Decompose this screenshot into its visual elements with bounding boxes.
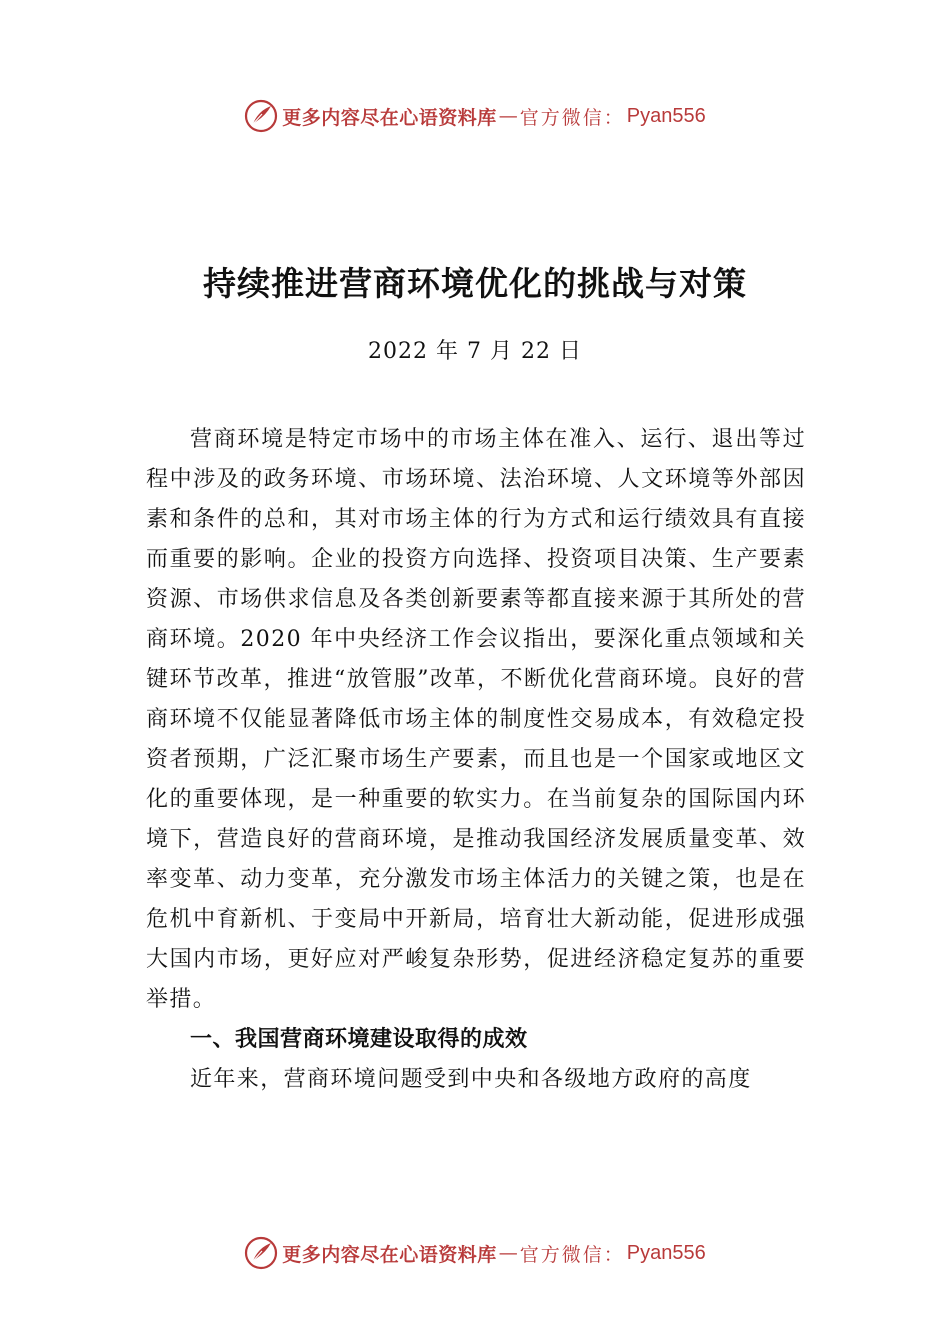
quill-logo-icon bbox=[244, 1236, 278, 1270]
section-heading-1: 一、我国营商环境建设取得的成效 bbox=[190, 1027, 528, 1052]
banner-dash: — bbox=[498, 105, 518, 127]
paragraph-1: 营商环境是特定市场中的市场主体在准入、运行、退出等过程中涉及的政务环境、市场环境、法治环境、人文环境等外部因素和条件的总和，其对市场主体的行为方式和运行绩效具有直接而重要的影响。企业的投资方向选择、投资项目决策、生产要素资源、市场供求信息及各类创新要素等都直接来源于其所处的营商环境。2020 年中央经济工作会议指出，要深化重点领域和关键环节改革，推进“放管服”改革，不断优化营商环境。良好的营商环境不仅能显著降低市场主体的制度性交易成本，有效稳定投资者预期，广泛汇聚市场生产要素，而且也是一个国家或地区文化的重要体现，是一种重要的软实力。在当前复杂的国际国内环境下，营造良好的营商环境，是推动我国经济发展质量变革、效率变革、动力变革，充分激发市场主体活力的关键之策，也是在危机中育新机、于变局中开新局，培育壮大新动能，促进形成强大国内市场，更好应对严峻复杂形势，促进经济稳定复苏的重要举措。 bbox=[146, 427, 806, 1012]
document-title: 持续推进营商环境优化的挑战与对策 bbox=[203, 264, 747, 303]
promo-text: 更多内容尽在心语资料库 bbox=[282, 1243, 497, 1266]
document-date: 2022 年 7 月 22 日 bbox=[368, 339, 582, 364]
banner-dash: — bbox=[498, 1242, 518, 1264]
footer-banner bbox=[0, 1233, 950, 1273]
wechat-id: Pyan556 bbox=[626, 104, 706, 127]
wechat-id: Pyan556 bbox=[626, 1241, 706, 1264]
wechat-label: 官方微信： bbox=[519, 106, 625, 129]
wechat-label: 官方微信： bbox=[519, 1243, 625, 1266]
paragraph-2: 近年来，营商环境问题受到中央和各级地方政府的高度 bbox=[190, 1067, 752, 1092]
document-body bbox=[146, 420, 806, 1100]
quill-logo-icon bbox=[244, 99, 278, 133]
header-banner bbox=[0, 96, 950, 136]
promo-text: 更多内容尽在心语资料库 bbox=[282, 106, 497, 129]
